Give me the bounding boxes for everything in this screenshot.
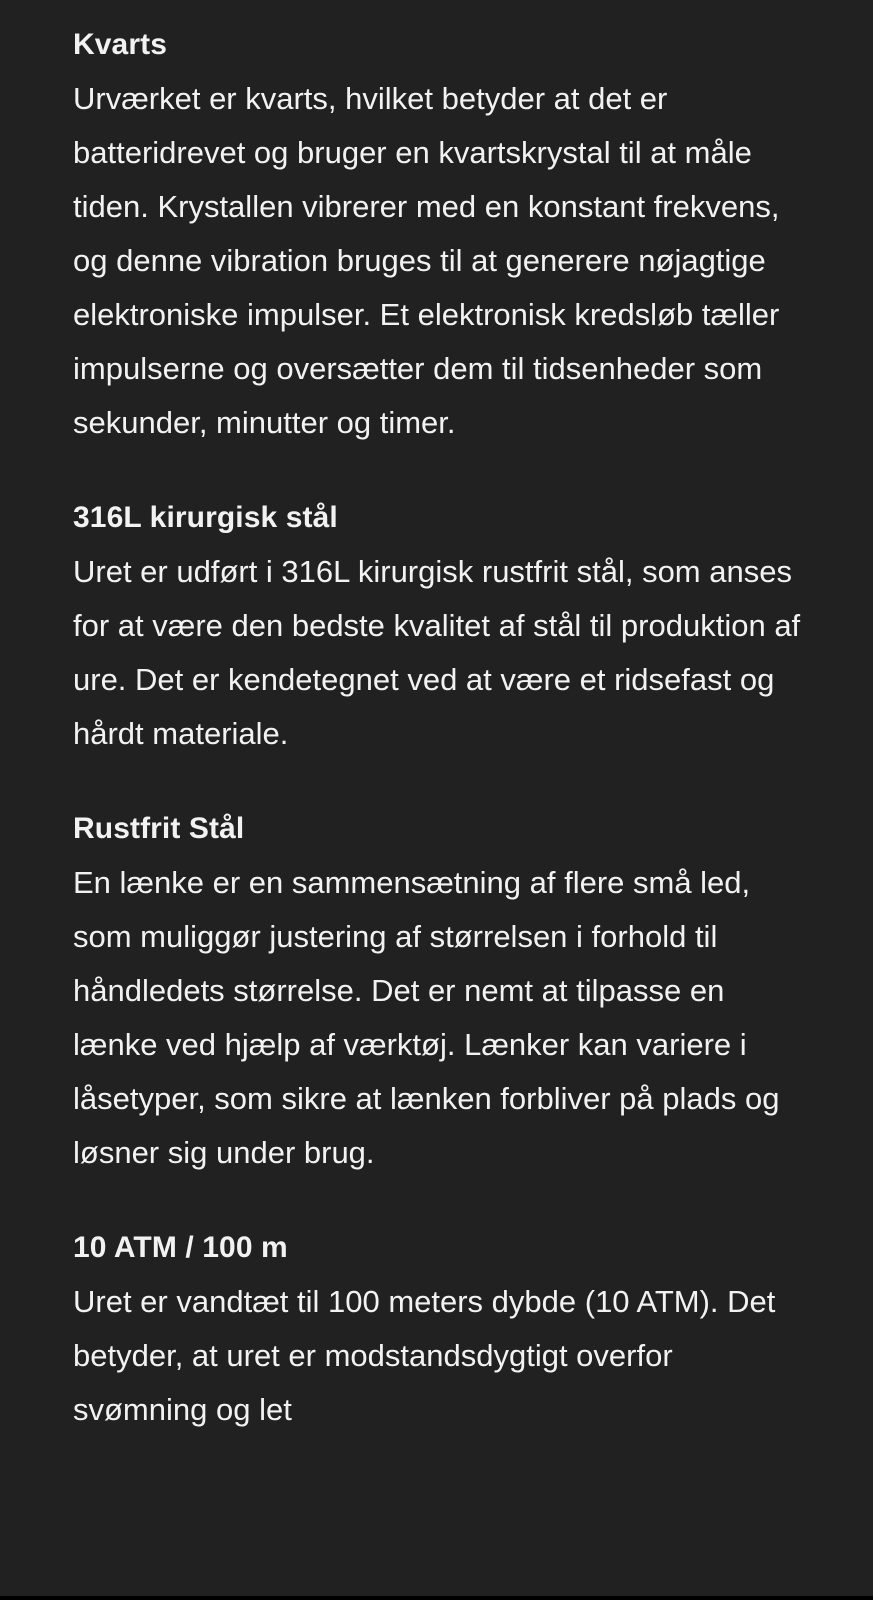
section-title-316l-steel: 316L kirurgisk stål: [73, 501, 338, 534]
bottom-edge-bar: [0, 1596, 873, 1600]
product-details-content: [73, 18, 808, 1478]
section-title-water-resistance: 10 ATM / 100 m: [73, 1231, 288, 1264]
section-title-kvarts: Kvarts: [73, 28, 167, 61]
section-body-kvarts: Urværket er kvarts, hvilket betyder at det er batteridrevet og bruger en kvartskrystal til at måle tiden. Krystallen vibrerer med en konstant frekvens, og denne vibration bruges til at generere nøjagtige elektroniske impulser. Et elektronisk kredsløb tæller impulserne og oversætter dem til tidsenheder som sekunder, minutter og timer.: [73, 81, 780, 440]
section-title-rustfrit-staal: Rustfrit Stål: [73, 812, 245, 845]
section-316l-steel: [73, 491, 808, 761]
section-body-316l-steel: Uret er udført i 316L kirurgisk rustfrit stål, som anses for at være den bedste kvalitet af stål til produktion af ure. Det er kendetegnet ved at være et ridsefast og hårdt materiale.: [73, 554, 801, 751]
section-body-rustfrit-staal: En lænke er en sammensætning af flere små led, som muliggør justering af størrelsen i forhold til håndledets størrelse. Det er nemt at tilpasse en lænke ved hjælp af værktøj. Lænker kan variere i låsetyper, som sikre at lænken forbliver på plads og løsner sig under brug.: [73, 865, 780, 1170]
section-water-resistance: [73, 1221, 808, 1437]
section-rustfrit-staal: [73, 802, 808, 1180]
section-body-water-resistance: Uret er vandtæt til 100 meters dybde (10 ATM). Det betyder, at uret er modstandsdygtigt overfor svømning og let: [73, 1284, 776, 1427]
section-kvarts: [73, 18, 808, 450]
